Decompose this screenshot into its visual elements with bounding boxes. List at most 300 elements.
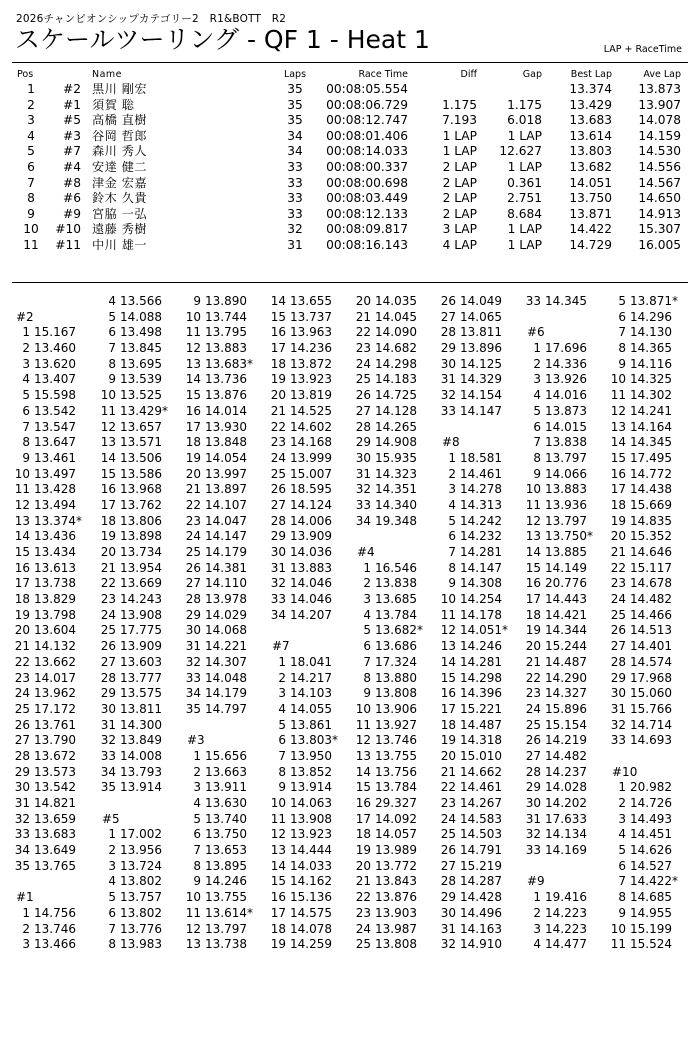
lap-number: 4 — [533, 937, 541, 952]
result-race-time: 00:08:06.729 — [326, 97, 408, 112]
lap-entry — [511, 812, 595, 828]
result-driver-name: 鈴木 久貴 — [92, 191, 148, 206]
result-pos: 2 — [27, 97, 35, 112]
lap-entry — [426, 341, 510, 357]
result-car-number: #1 — [63, 97, 81, 112]
lap-number: 13 — [100, 435, 116, 450]
lap-number: 6 — [618, 858, 626, 873]
lap-time: 13.655 — [290, 294, 332, 308]
spacer-row — [0, 294, 84, 310]
lap-entry — [171, 655, 255, 671]
result-laps: 31 — [287, 237, 303, 252]
lap-number: 8 — [108, 937, 116, 952]
lap-time: 14.063 — [290, 796, 332, 810]
lap-entry — [426, 922, 510, 938]
lap-number: 11 — [270, 811, 286, 826]
driver-lap-header — [86, 812, 170, 828]
lap-number: 26 — [270, 482, 286, 497]
lap-entry — [86, 514, 170, 530]
lap-entry — [511, 890, 595, 906]
lap-time: 14.033 — [290, 858, 332, 873]
lap-time: 13.653 — [205, 843, 247, 858]
lap-time: 14.278 — [460, 482, 502, 497]
lap-time: 14.496 — [460, 905, 502, 920]
lap-entry — [596, 890, 680, 906]
lap-number: 27 — [525, 748, 541, 763]
driver-lap-header — [171, 733, 255, 749]
lap-time: 13.872 — [290, 356, 332, 371]
lap-column — [171, 294, 255, 953]
lap-time: 13.374* — [34, 513, 82, 528]
lap-entry — [171, 357, 255, 373]
lap-entry — [341, 561, 425, 577]
lap-number: 32 — [610, 717, 626, 732]
result-row — [0, 176, 700, 192]
lap-time: 13.890 — [205, 294, 247, 308]
lap-entry — [171, 310, 255, 326]
lap-entry — [596, 937, 680, 953]
lap-number: 4 — [22, 372, 30, 387]
lap-time: 17.696 — [545, 341, 587, 356]
lap-entry — [0, 420, 84, 436]
lap-number: 11 — [185, 325, 201, 340]
lap-number: 9 — [618, 905, 626, 920]
lap-time: 13.908 — [120, 607, 162, 622]
lap-number: 30 — [355, 450, 371, 465]
lap-number: 27 — [14, 733, 30, 748]
lap-time: 14.017 — [34, 670, 76, 685]
lap-time: 13.428 — [34, 482, 76, 497]
result-car-number: #5 — [63, 113, 81, 128]
lap-time: 13.923 — [290, 827, 332, 842]
lap-entry — [511, 514, 595, 530]
lap-time: 13.848 — [205, 435, 247, 450]
result-best-lap: 14.729 — [569, 237, 612, 252]
driver-lap-header — [511, 325, 595, 341]
spacer-row — [86, 796, 170, 812]
lap-number: 23 — [525, 686, 541, 701]
lap-time: 14.237 — [545, 764, 587, 779]
lap-entry — [426, 671, 510, 687]
lap-entry — [596, 498, 680, 514]
lap-time: 14.008 — [120, 748, 162, 763]
lap-number: 25 — [355, 372, 371, 387]
lap-number: 21 — [355, 309, 371, 324]
lap-number: 16 — [100, 482, 116, 497]
lap-time: 14.646 — [630, 545, 672, 559]
lap-entry — [596, 325, 680, 341]
lap-entry — [341, 623, 425, 639]
lap-time: 14.267 — [460, 796, 502, 810]
lap-number: 32 — [100, 733, 116, 748]
lap-time: 13.885 — [545, 545, 587, 559]
lap-entry — [256, 294, 340, 310]
lap-number: 13 — [525, 529, 541, 544]
lap-time: 13.829 — [34, 592, 76, 607]
lap-time: 14.147 — [460, 560, 502, 575]
lap-number: 17 — [100, 497, 116, 512]
lap-time: 14.149 — [545, 560, 587, 575]
result-best-lap: 14.051 — [569, 175, 612, 190]
lap-time: 14.223 — [545, 905, 587, 920]
result-race-time: 00:08:03.449 — [326, 191, 408, 206]
lap-time: 14.477 — [545, 937, 587, 952]
lap-entry — [256, 906, 340, 922]
lap-time: 14.162 — [290, 874, 332, 889]
lap-number: 25 — [14, 701, 30, 716]
lap-time: 13.695 — [120, 356, 162, 371]
lap-entry — [426, 890, 510, 906]
result-row — [0, 144, 700, 160]
lap-entry — [596, 372, 680, 388]
lap-entry — [171, 435, 255, 451]
lap-number: 30 — [525, 796, 541, 810]
result-laps: 35 — [287, 97, 303, 112]
lap-time: 14.682 — [375, 341, 417, 356]
lap-number: 3 — [108, 858, 116, 873]
lap-time: 14.308 — [460, 576, 502, 591]
lap-number: 24 — [440, 811, 456, 826]
lap-number: 13 — [610, 419, 626, 434]
lap-number: 6 — [448, 529, 456, 544]
lap-entry — [256, 561, 340, 577]
lap-time: 17.172 — [34, 701, 76, 716]
lap-entry — [341, 906, 425, 922]
lap-time: 14.243 — [120, 592, 162, 607]
result-pos: 10 — [23, 222, 39, 237]
lap-entry — [0, 937, 84, 953]
result-diff: 4 LAP — [442, 237, 477, 252]
lap-number: 19 — [610, 513, 626, 528]
lap-number: 33 — [440, 403, 456, 418]
lap-number: 24 — [14, 686, 30, 701]
lap-number: 21 — [100, 560, 116, 575]
lap-entry — [86, 671, 170, 687]
lap-entry — [511, 827, 595, 843]
lap-entry — [511, 796, 595, 812]
lap-number: 14 — [440, 654, 456, 669]
lap-column — [341, 294, 425, 953]
lap-entry — [171, 592, 255, 608]
lap-number: 25 — [270, 466, 286, 481]
lap-time: 13.911 — [205, 780, 247, 795]
lap-number: 24 — [610, 592, 626, 607]
lap-number: 8 — [278, 764, 286, 779]
lap-times-section — [0, 294, 700, 1044]
result-laps: 33 — [287, 159, 303, 174]
result-ave-lap: 14.530 — [638, 144, 681, 159]
lap-number: 7 — [448, 545, 456, 559]
lap-entry — [86, 467, 170, 483]
lap-number: 20 — [355, 294, 371, 308]
lap-time: 29.327 — [375, 796, 417, 810]
lap-entry — [426, 404, 510, 420]
lap-number: 17 — [270, 905, 286, 920]
result-ave-lap: 14.556 — [638, 159, 681, 174]
lap-time: 13.737 — [290, 309, 332, 324]
lap-number: 28 — [440, 874, 456, 889]
lap-number: 20 — [14, 623, 30, 638]
lap-entry — [171, 937, 255, 953]
lap-entry — [426, 357, 510, 373]
lap-time: 13.761 — [34, 717, 76, 732]
lap-number: 33 — [525, 843, 541, 858]
lap-time: 14.513 — [630, 623, 672, 638]
lap-entry — [341, 733, 425, 749]
lap-entry — [341, 702, 425, 718]
lap-time: 13.802 — [120, 905, 162, 920]
lap-time: 13.683* — [205, 356, 253, 371]
lap-time: 14.265 — [375, 419, 417, 434]
result-car-number: #10 — [55, 222, 81, 237]
lap-entry — [426, 514, 510, 530]
lap-number: 15 — [355, 780, 371, 795]
lap-number: 25 — [185, 545, 201, 559]
lap-number: 32 — [440, 388, 456, 403]
lap-number: 31 — [440, 921, 456, 936]
lap-time: 13.784 — [375, 607, 417, 622]
lap-number: 16 — [440, 686, 456, 701]
results-body — [0, 82, 700, 254]
lap-number: 15 — [440, 670, 456, 685]
lap-time: 13.936 — [545, 497, 587, 512]
lap-number: 18 — [440, 717, 456, 732]
lap-number: 23 — [14, 670, 30, 685]
lap-entry — [511, 906, 595, 922]
result-best-lap: 13.682 — [569, 159, 612, 174]
lap-entry — [511, 404, 595, 420]
lap-time: 14.110 — [205, 576, 247, 591]
lap-number: 10 — [610, 921, 626, 936]
lap-entry — [0, 702, 84, 718]
lap-time: 14.236 — [290, 341, 332, 356]
lap-number: 12 — [270, 827, 286, 842]
lap-time: 13.838 — [545, 435, 587, 450]
lap-number: 23 — [185, 513, 201, 528]
lap-time: 14.147 — [205, 529, 247, 544]
lap-number: 7 — [108, 341, 116, 356]
result-laps: 35 — [287, 82, 303, 96]
lap-entry — [171, 702, 255, 718]
lap-number: 14 — [610, 435, 626, 450]
lap-number: 2 — [618, 796, 626, 810]
lap-time: 14.714 — [630, 717, 672, 732]
lap-number: 14 — [100, 450, 116, 465]
lap-number: 25 — [610, 607, 626, 622]
result-driver-name: 高橋 直樹 — [92, 113, 148, 128]
lap-time: 15.219 — [460, 858, 502, 873]
lap-entry — [171, 608, 255, 624]
lap-time: 14.029 — [205, 607, 247, 622]
result-driver-name: 中川 雄一 — [92, 237, 148, 252]
lap-entry — [256, 325, 340, 341]
lap-time: 14.090 — [375, 325, 417, 340]
lap-time: 13.740 — [205, 811, 247, 826]
lap-number: 6 — [618, 309, 626, 324]
lap-number: 8 — [22, 435, 30, 450]
lap-entry — [341, 827, 425, 843]
lap-time: 14.049 — [460, 294, 502, 308]
lap-entry — [86, 592, 170, 608]
lap-entry — [171, 749, 255, 765]
lap-time: 14.128 — [375, 403, 417, 418]
lap-number: 22 — [270, 419, 286, 434]
lap-number: 33 — [270, 592, 286, 607]
lap-number: 1 — [448, 450, 456, 465]
lap-entry — [426, 467, 510, 483]
result-best-lap: 13.871 — [569, 206, 612, 221]
lap-entry — [341, 922, 425, 938]
lap-entry — [86, 325, 170, 341]
lap-number: 24 — [525, 701, 541, 716]
lap-number: 6 — [533, 419, 541, 434]
lap-number: 11 — [100, 403, 116, 418]
lap-column — [596, 294, 680, 953]
lap-number: 20 — [185, 466, 201, 481]
lap-entry — [426, 843, 510, 859]
lap-number: 1 — [22, 905, 30, 920]
lap-number: 5 — [108, 890, 116, 905]
lap-time: 13.498 — [120, 325, 162, 340]
result-best-lap: 13.683 — [569, 113, 612, 128]
lap-time: 13.734 — [120, 545, 162, 559]
lap-entry — [596, 874, 680, 890]
result-driver-name: 須賀 聡 — [92, 97, 135, 112]
lap-entry — [0, 608, 84, 624]
lap-time: 13.539 — [120, 372, 162, 387]
lap-time: 14.381 — [205, 560, 247, 575]
lap-number: 2 — [533, 905, 541, 920]
lap-time: 13.755 — [205, 890, 247, 905]
lap-number: 15 — [185, 388, 201, 403]
lap-entry — [0, 749, 84, 765]
lap-time: 13.575 — [120, 686, 162, 701]
lap-time: 13.793 — [120, 764, 162, 779]
lap-number: 10 — [270, 796, 286, 810]
lap-entry — [341, 498, 425, 514]
lap-time: 15.669 — [630, 497, 672, 512]
lap-entry — [426, 702, 510, 718]
result-gap: 6.018 — [507, 113, 542, 128]
lap-number: 18 — [185, 435, 201, 450]
lap-entry — [171, 686, 255, 702]
lap-time: 14.298 — [375, 356, 417, 371]
lap-number: 26 — [440, 843, 456, 858]
lap-time: 14.461 — [460, 466, 502, 481]
lap-time: 13.506 — [120, 450, 162, 465]
lap-time: 14.345 — [630, 435, 672, 450]
lap-time: 13.797 — [545, 513, 587, 528]
lap-time: 13.613 — [34, 560, 76, 575]
lap-entry — [86, 576, 170, 592]
lap-time: 14.329 — [460, 372, 502, 387]
lap-entry — [86, 906, 170, 922]
lap-number: 21 — [440, 764, 456, 779]
lap-number: 29 — [355, 435, 371, 450]
lap-number: 7 — [618, 325, 626, 340]
lap-number: 16 — [525, 576, 541, 591]
result-car-number: #8 — [63, 175, 81, 190]
lap-time: 14.088 — [120, 309, 162, 324]
lap-number: 30 — [270, 545, 286, 559]
lap-time: 14.482 — [545, 748, 587, 763]
lap-time: 14.107 — [205, 497, 247, 512]
result-ave-lap: 13.907 — [638, 97, 681, 112]
report-type-label: LAP + RaceTime — [603, 44, 682, 55]
lap-time: 14.103 — [290, 686, 332, 701]
lap-time: 13.914 — [290, 780, 332, 795]
lap-time: 14.444 — [290, 843, 332, 858]
lap-number: 7 — [278, 748, 286, 763]
lap-time: 14.047 — [205, 513, 247, 528]
lap-time: 13.776 — [120, 921, 162, 936]
driver-lap-header — [511, 874, 595, 890]
lap-entry — [171, 388, 255, 404]
lap-entry — [86, 859, 170, 875]
result-ave-lap: 14.159 — [638, 128, 681, 143]
lap-time: 15.896 — [545, 701, 587, 716]
lap-number: 10 — [440, 592, 456, 607]
lap-entry — [171, 529, 255, 545]
lap-entry — [0, 545, 84, 561]
lap-number: 8 — [618, 341, 626, 356]
lap-entry — [341, 592, 425, 608]
lap-time: 19.348 — [375, 513, 417, 528]
lap-entry — [86, 545, 170, 561]
lap-number: 31 — [100, 717, 116, 732]
result-gap: 8.684 — [507, 206, 542, 221]
lap-time: 20.982 — [630, 780, 672, 795]
lap-number: 9 — [533, 466, 541, 481]
lap-number: 24 — [270, 450, 286, 465]
lap-entry — [0, 827, 84, 843]
lap-entry — [0, 341, 84, 357]
lap-time: 14.046 — [290, 576, 332, 591]
lap-entry — [86, 890, 170, 906]
lap-entry — [426, 482, 510, 498]
lap-entry — [596, 482, 680, 498]
lap-entry — [0, 561, 84, 577]
result-row — [0, 191, 700, 207]
lap-time: 14.345 — [545, 294, 587, 308]
lap-entry — [426, 639, 510, 655]
lap-entry — [0, 655, 84, 671]
lap-entry — [426, 765, 510, 781]
lap-time: 15.117 — [630, 560, 672, 575]
lap-number: 21 — [185, 482, 201, 497]
lap-entry — [171, 561, 255, 577]
car-number-label: #3 — [187, 733, 205, 748]
lap-entry — [596, 780, 680, 796]
lap-number: 31 — [185, 639, 201, 654]
lap-time: 13.790 — [34, 733, 76, 748]
result-gap: 1 LAP — [507, 222, 542, 237]
lap-entry — [426, 372, 510, 388]
lap-number: 9 — [193, 874, 201, 889]
lap-time: 17.968 — [630, 670, 672, 685]
lap-entry — [426, 529, 510, 545]
lap-entry — [511, 592, 595, 608]
result-diff: 2 LAP — [442, 206, 477, 221]
lap-time: 13.849 — [120, 733, 162, 748]
lap-number: 19 — [185, 450, 201, 465]
lap-number: 3 — [22, 356, 30, 371]
result-pos: 8 — [27, 191, 35, 206]
lap-entry — [596, 545, 680, 561]
lap-entry — [86, 435, 170, 451]
lap-entry — [341, 451, 425, 467]
lap-number: 10 — [100, 388, 116, 403]
